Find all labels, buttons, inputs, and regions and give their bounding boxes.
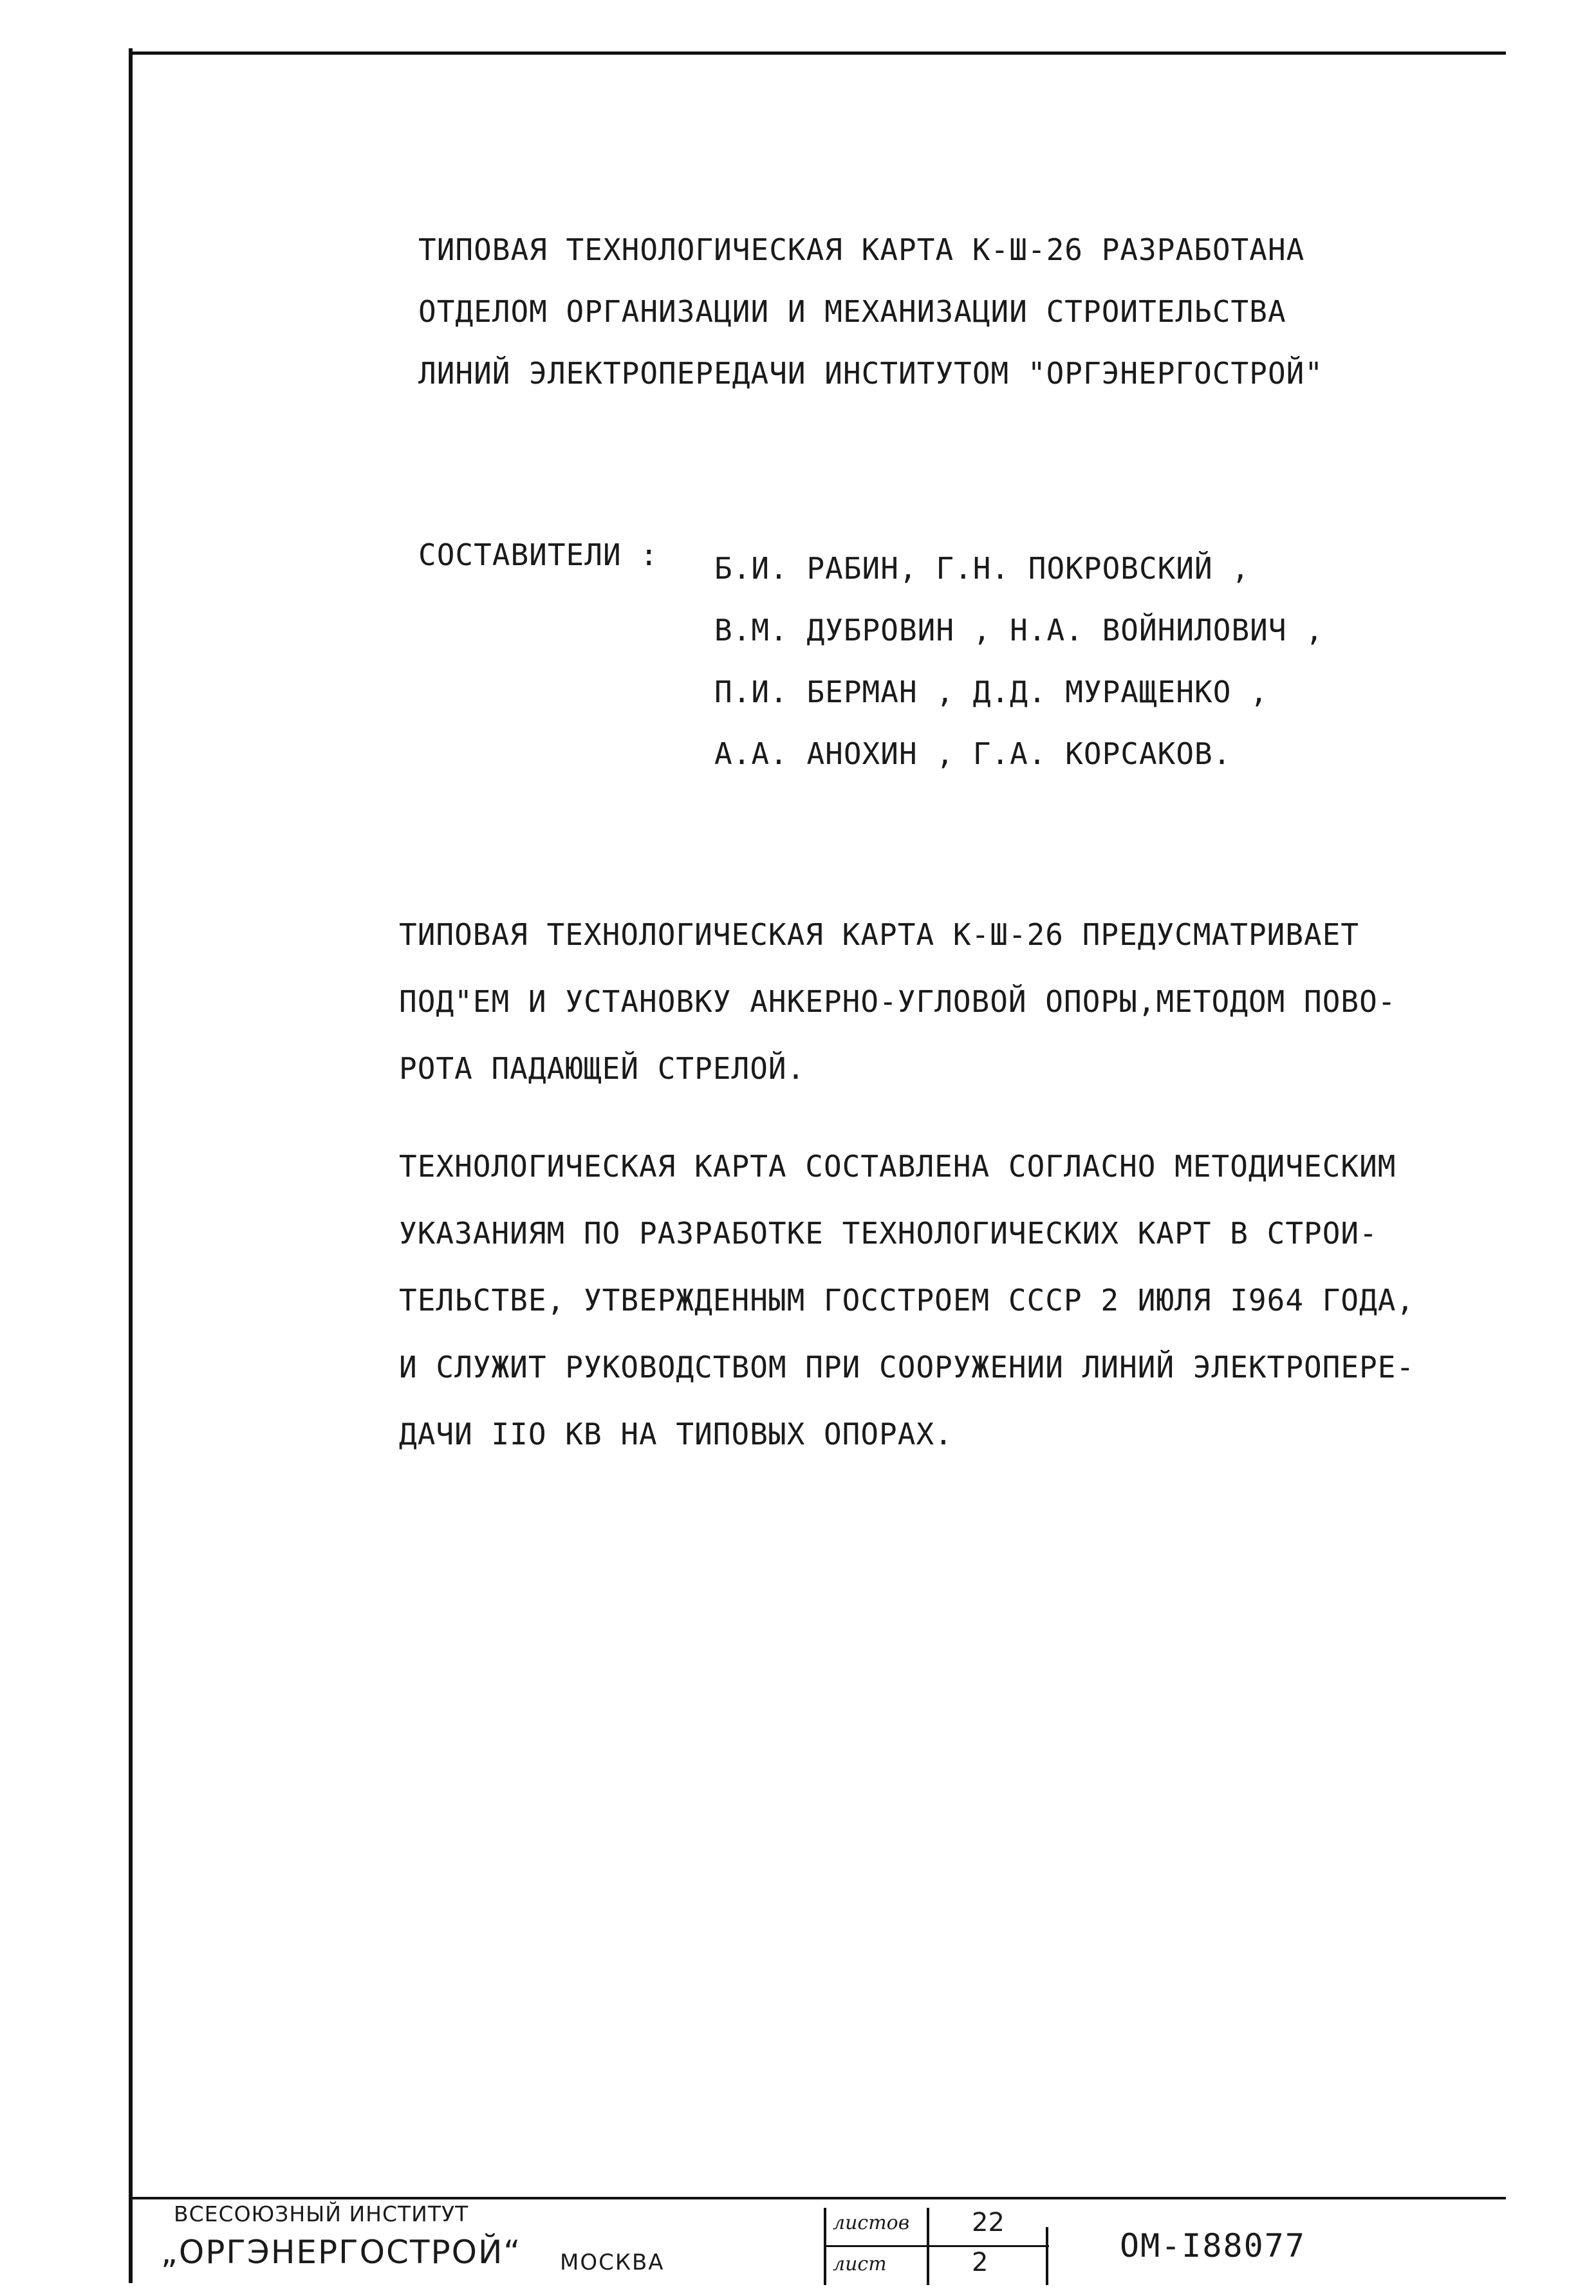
institute-name: „ОРГЭНЕРГОСТРОЙ“ <box>161 2234 522 2271</box>
scope-line: ПОД"ЕМ И УСТАНОВКУ АНКЕРНО-УГЛОВОЙ ОПОРЫ,МЕТОДОМ ПОВО- <box>399 984 1396 1019</box>
basis-line: ТЕХНОЛОГИЧЕСКАЯ КАРТА СОСТАВЛЕНА СОГЛАСНО МЕТОДИЧЕСКИМ <box>399 1149 1396 1184</box>
sheet-label: лист <box>833 2253 887 2275</box>
authors-list <box>714 537 1324 785</box>
intro-paragraph <box>418 219 1323 404</box>
scope-paragraph <box>399 901 1396 1102</box>
sheet-value: 2 <box>972 2248 988 2277</box>
authors-label: СОСТАВИТЕЛИ : <box>418 537 659 572</box>
authors-line: Б.И. РАБИН, Г.Н. ПОКРОВСКИЙ , <box>714 551 1250 586</box>
basis-line: ТЕЛЬСТВЕ, УТВЕРЖДЕННЫМ ГОССТРОЕМ СССР 2 ИЮЛЯ I964 ГОДА, <box>399 1283 1415 1318</box>
scope-line: РОТА ПАДАЮЩЕЙ СТРЕЛОЙ. <box>399 1051 806 1086</box>
frame-top-border <box>129 51 1506 55</box>
basis-line: И СЛУЖИТ РУКОВОДСТВОМ ПРИ СООРУЖЕНИИ ЛИНИЙ ЭЛЕКТРОПЕРЕ- <box>399 1350 1415 1385</box>
authors-line: В.М. ДУБРОВИН , Н.А. ВОЙНИЛОВИЧ , <box>714 613 1324 648</box>
authors-line: А.А. АНОХИН , Г.А. КОРСАКОВ. <box>714 736 1232 771</box>
document-code: ОМ-I88077 <box>1120 2227 1306 2264</box>
intro-line: ОТДЕЛОМ ОРГАНИЗАЦИИ И МЕХАНИЗАЦИИ СТРОИТЕЛЬСТВА <box>418 294 1286 329</box>
sheets-label: листов <box>833 2212 910 2234</box>
basis-line: ДАЧИ IIO КВ НА ТИПОВЫХ ОПОРАХ. <box>399 1417 953 1451</box>
intro-line: ТИПОВАЯ ТЕХНОЛОГИЧЕСКАЯ КАРТА К-Ш-26 РАЗРАБОТАНА <box>418 232 1305 267</box>
box-line <box>824 2245 1049 2247</box>
sheet-count-box <box>824 2208 1049 2285</box>
box-line <box>1046 2227 1048 2285</box>
frame-left-border <box>129 48 133 2283</box>
scope-line: ТИПОВАЯ ТЕХНОЛОГИЧЕСКАЯ КАРТА К-Ш-26 ПРЕДУСМАТРИВАЕТ <box>399 917 1360 952</box>
city-label: МОСКВА <box>560 2250 665 2275</box>
institute-caption: ВСЕСОЮЗНЫЙ ИНСТИТУТ <box>174 2201 469 2226</box>
intro-line: ЛИНИЙ ЭЛЕКТРОПЕРЕДАЧИ ИНСТИТУТОМ "ОРГЭНЕРГОСТРОЙ" <box>418 356 1324 391</box>
title-block-divider <box>129 2197 1506 2199</box>
basis-line: УКАЗАНИЯМ ПО РАЗРАБОТКЕ ТЕХНОЛОГИЧЕСКИХ КАРТ В СТРОИ- <box>399 1216 1378 1251</box>
authors-line: П.И. БЕРМАН , Д.Д. МУРАЩЕНКО , <box>714 675 1268 709</box>
sheets-value: 22 <box>972 2208 1005 2237</box>
basis-paragraph <box>399 1133 1415 1468</box>
